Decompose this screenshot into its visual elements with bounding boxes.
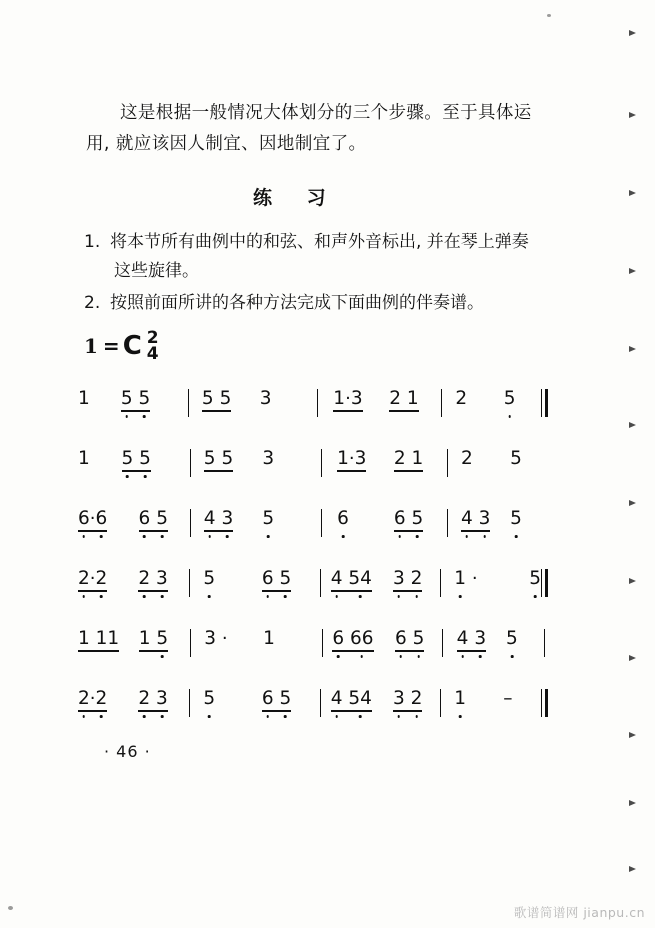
note-cell: 4 54 bbox=[331, 568, 393, 602]
note-cell: 1·3 bbox=[333, 388, 389, 422]
note-cell: – bbox=[503, 688, 513, 709]
note-cell: 1 bbox=[78, 388, 90, 409]
note-cell: 2 3 bbox=[138, 688, 189, 722]
exercise-text-line2: 这些旋律。 bbox=[114, 261, 199, 281]
exercise-list bbox=[84, 228, 564, 321]
note-cell: 6 5 bbox=[139, 508, 190, 542]
note-cell: 6 5 bbox=[395, 628, 442, 662]
note-cell: 5 bbox=[503, 568, 541, 602]
note-cell: 3 bbox=[259, 388, 272, 409]
page-number: · 46 · bbox=[104, 742, 151, 761]
note-cell: 3 2 bbox=[393, 568, 440, 602]
note-cell: 1 · bbox=[454, 568, 503, 602]
time-signature-denominator: 4 bbox=[146, 343, 159, 364]
key-equals-sign: = bbox=[102, 333, 120, 358]
note-cell: 2 bbox=[460, 448, 473, 469]
time-signature bbox=[146, 328, 159, 364]
note-cell: 6 66 bbox=[332, 628, 395, 662]
note-cell: 1 bbox=[454, 688, 503, 722]
score-system-2 bbox=[78, 448, 548, 508]
note-cell: 5 bbox=[510, 448, 522, 469]
site-watermark: 歌谱简谱网 jianpu.cn bbox=[513, 905, 645, 920]
score-system-3 bbox=[78, 508, 548, 568]
note-cell: 4 54 bbox=[331, 688, 393, 722]
key-tonic-symbol: 1 bbox=[84, 333, 98, 358]
note-cell: 4 3 bbox=[461, 508, 510, 542]
jianpu-score bbox=[78, 388, 548, 748]
note-cell: 3 bbox=[262, 448, 275, 469]
key-signature bbox=[84, 328, 159, 364]
time-signature-numerator: 2 bbox=[146, 328, 159, 348]
note-cell: 1 bbox=[78, 448, 90, 469]
final-barline bbox=[541, 569, 548, 597]
scan-speck bbox=[547, 14, 551, 17]
exercise-text-line1: 将本节所有曲例中的和弦、和声外音标出, 并在琴上弹奏 bbox=[110, 232, 529, 252]
score-system-4 bbox=[78, 568, 548, 628]
list-item bbox=[84, 289, 564, 318]
note-cell: 1 bbox=[263, 628, 275, 649]
note-cell: 5 bbox=[262, 508, 321, 542]
final-barline bbox=[541, 389, 548, 417]
note-cell: 3 · bbox=[204, 628, 228, 649]
note-cell: 1·3 bbox=[337, 448, 394, 482]
final-barline bbox=[541, 689, 548, 717]
note-cell: 5 5 bbox=[204, 448, 263, 482]
key-letter: C bbox=[122, 330, 142, 361]
note-cell: 5 5 bbox=[122, 448, 190, 482]
final-barline bbox=[544, 629, 548, 657]
note-cell: 4 3 bbox=[457, 628, 506, 662]
note-cell: 5 bbox=[203, 688, 261, 722]
note-cell: 6 5 bbox=[394, 508, 447, 542]
note-cell: 2 1 bbox=[394, 448, 447, 482]
note-cell: 5 bbox=[203, 568, 261, 602]
note-cell: 3 2 bbox=[393, 688, 440, 722]
exercise-number: 1. bbox=[84, 232, 101, 252]
note-cell: 5 5 bbox=[202, 388, 260, 422]
exercise-number: 2. bbox=[84, 293, 101, 313]
note-cell: 5 5 bbox=[121, 388, 188, 422]
body-paragraph bbox=[86, 98, 554, 160]
list-item bbox=[84, 228, 564, 286]
paragraph-text: 这是根据一般情况大体划分的三个步骤。至于具体运用, 就应该因人制宜、因地制宜了。 bbox=[86, 103, 532, 154]
note-cell: 5 bbox=[504, 388, 541, 422]
note-cell: 5 bbox=[506, 628, 544, 662]
score-system-6 bbox=[78, 688, 548, 748]
note-cell: 2 1 bbox=[389, 388, 441, 422]
note-cell: 2 ·2 bbox=[78, 568, 138, 602]
note-cell: 2 3 bbox=[138, 568, 189, 602]
note-cell: 6 5 bbox=[262, 688, 320, 722]
note-cell: 5 bbox=[510, 508, 548, 542]
note-cell: 1 5 bbox=[139, 628, 190, 662]
score-system-1 bbox=[78, 388, 548, 448]
note-cell: 6 ·6 bbox=[78, 508, 139, 542]
note-cell: 1 11 bbox=[78, 628, 139, 662]
note-cell: 6 5 bbox=[262, 568, 320, 602]
scan-edge-marks bbox=[629, 0, 649, 928]
scan-speck bbox=[8, 906, 13, 910]
note-cell: 2 ·2 bbox=[78, 688, 138, 722]
score-system-5 bbox=[78, 628, 548, 688]
note-cell: 4 3 bbox=[204, 508, 263, 542]
note-cell: 6 bbox=[337, 508, 394, 542]
note-cell: 2 bbox=[455, 388, 468, 409]
section-heading: 练 习 bbox=[253, 187, 340, 209]
exercise-text-line1: 按照前面所讲的各种方法完成下面曲例的伴奏谱。 bbox=[110, 293, 484, 313]
